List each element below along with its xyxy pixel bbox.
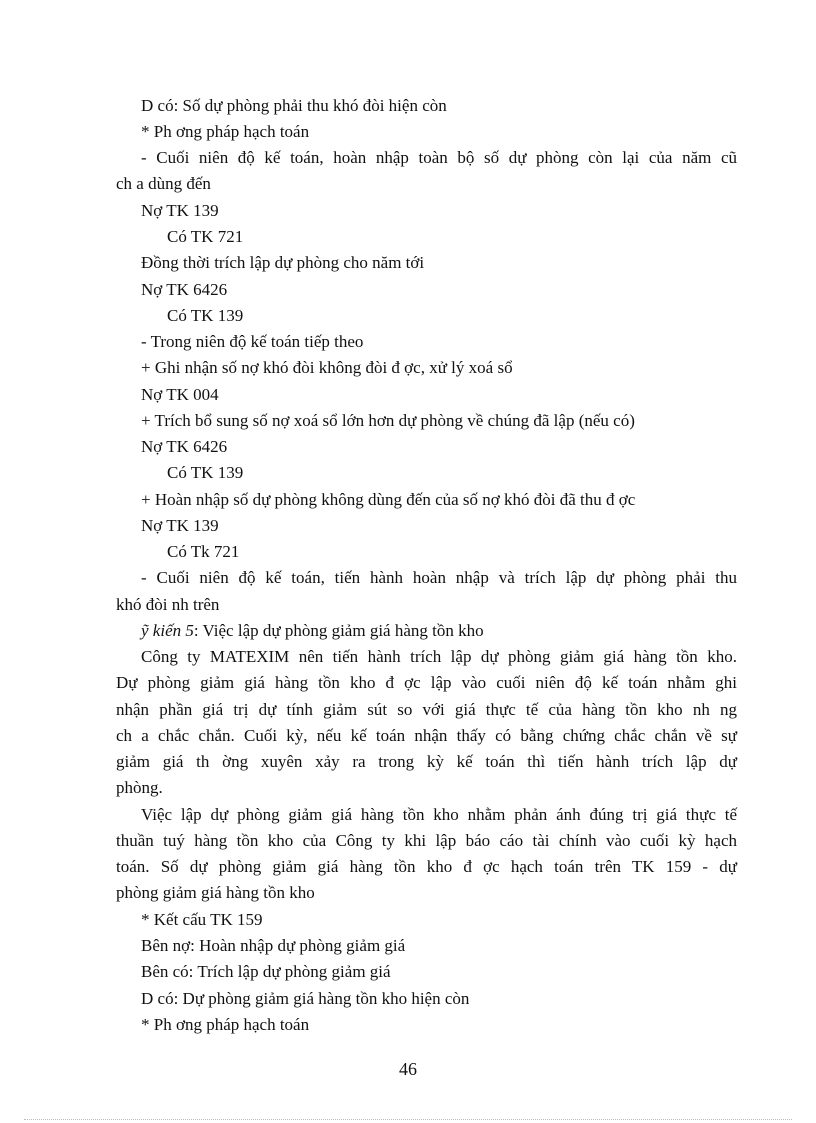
text-line: ch a chắc chắn. Cuối kỳ, nếu kế toán nhận thấy có bằng chứng chắc chắn về sự: [116, 726, 737, 745]
idea-text: Việc lập dự phòng giảm giá hàng tồn kho: [202, 621, 484, 640]
text-line: Nợ TK 004: [141, 385, 219, 404]
text-line: - Cuối niên độ kế toán, hoàn nhập toàn bộ số dự phòng còn lại của năm cũ: [141, 148, 737, 167]
idea-label: ỹ kiến 5: [141, 621, 194, 640]
text-line: Có TK 721: [167, 227, 244, 246]
text-line: Việc lập dự phòng giảm giá hàng tồn kho nhằm phản ánh đúng trị giá thực tế: [141, 805, 737, 824]
text-line: D có: Dự phòng giảm giá hàng tồn kho hiện còn: [141, 989, 470, 1008]
text-line: giảm giá th ờng xuyên xảy ra trong kỳ kế toán thì tiến hành trích lập dự: [116, 752, 737, 771]
text-line: Có TK 139: [167, 306, 244, 325]
text-line: Nợ TK 139: [141, 201, 219, 220]
text-line: + Ghi nhận số nợ khó đòi không đòi đ ợc, xử lý xoá sổ: [141, 358, 513, 377]
text-line: phòng.: [116, 778, 163, 797]
text-line: Bên có: Trích lập dự phòng giảm giá: [141, 962, 391, 981]
section-heading: [141, 620, 816, 642]
text-line: toán. Số dự phòng giảm giá hàng tồn kho đ ợc hạch toán trên TK 159 - dự: [116, 857, 737, 876]
text-line: phòng giảm giá hàng tồn kho: [116, 883, 315, 902]
text-line: nhận phần giá trị dự tính giảm sút so với giá thực tế của hàng tồn kho nh ng: [116, 700, 737, 719]
text-line: Có Tk 721: [167, 542, 240, 561]
idea-colon: :: [193, 621, 203, 640]
text-line: Dự phòng giảm giá hàng tồn kho đ ợc lập vào cuối niên độ kế toán nhằm ghi: [116, 673, 737, 692]
text-line: * Ph ơng pháp hạch toán: [141, 122, 310, 141]
text-line: Có TK 139: [167, 463, 244, 482]
text-line: * Ph ơng pháp hạch toán: [141, 1015, 310, 1034]
text-line: Nợ TK 6426: [141, 280, 228, 299]
text-line: Nợ TK 6426: [141, 437, 228, 456]
text-line: khó đòi nh trên: [116, 595, 220, 614]
text-line: Đồng thời trích lập dự phòng cho năm tới: [141, 253, 425, 272]
text-line: ch a dùng đến: [116, 174, 211, 193]
text-line: - Trong niên độ kế toán tiếp theo: [141, 332, 364, 351]
text-line: thuần tuý hàng tồn kho của Công ty khi lập báo cáo tài chính vào cuối kỳ hạch: [116, 831, 737, 850]
text-line: Nợ TK 139: [141, 516, 219, 535]
text-line: - Cuối niên độ kế toán, tiến hành hoàn nhập và trích lập dự phòng phải thu: [141, 568, 737, 587]
text-line: Công ty MATEXIM nên tiến hành trích lập dự phòng giảm giá hàng tồn kho.: [141, 647, 737, 666]
text-line: + Hoàn nhập số dự phòng không dùng đến của số nợ khó đòi đã thu đ ợc: [141, 490, 636, 509]
page-bottom-divider: [24, 1119, 792, 1120]
text-line: Bên nợ: Hoàn nhập dự phòng giảm giá: [141, 936, 406, 955]
text-line: * Kết cấu TK 159: [141, 910, 263, 929]
text-line: + Trích bổ sung số nợ xoá sổ lớn hơn dự phòng về chúng đã lập (nếu có): [141, 411, 635, 430]
text-line: D có: Số dự phòng phải thu khó đòi hiện còn: [141, 96, 447, 115]
page-number: 46: [399, 1059, 417, 1079]
